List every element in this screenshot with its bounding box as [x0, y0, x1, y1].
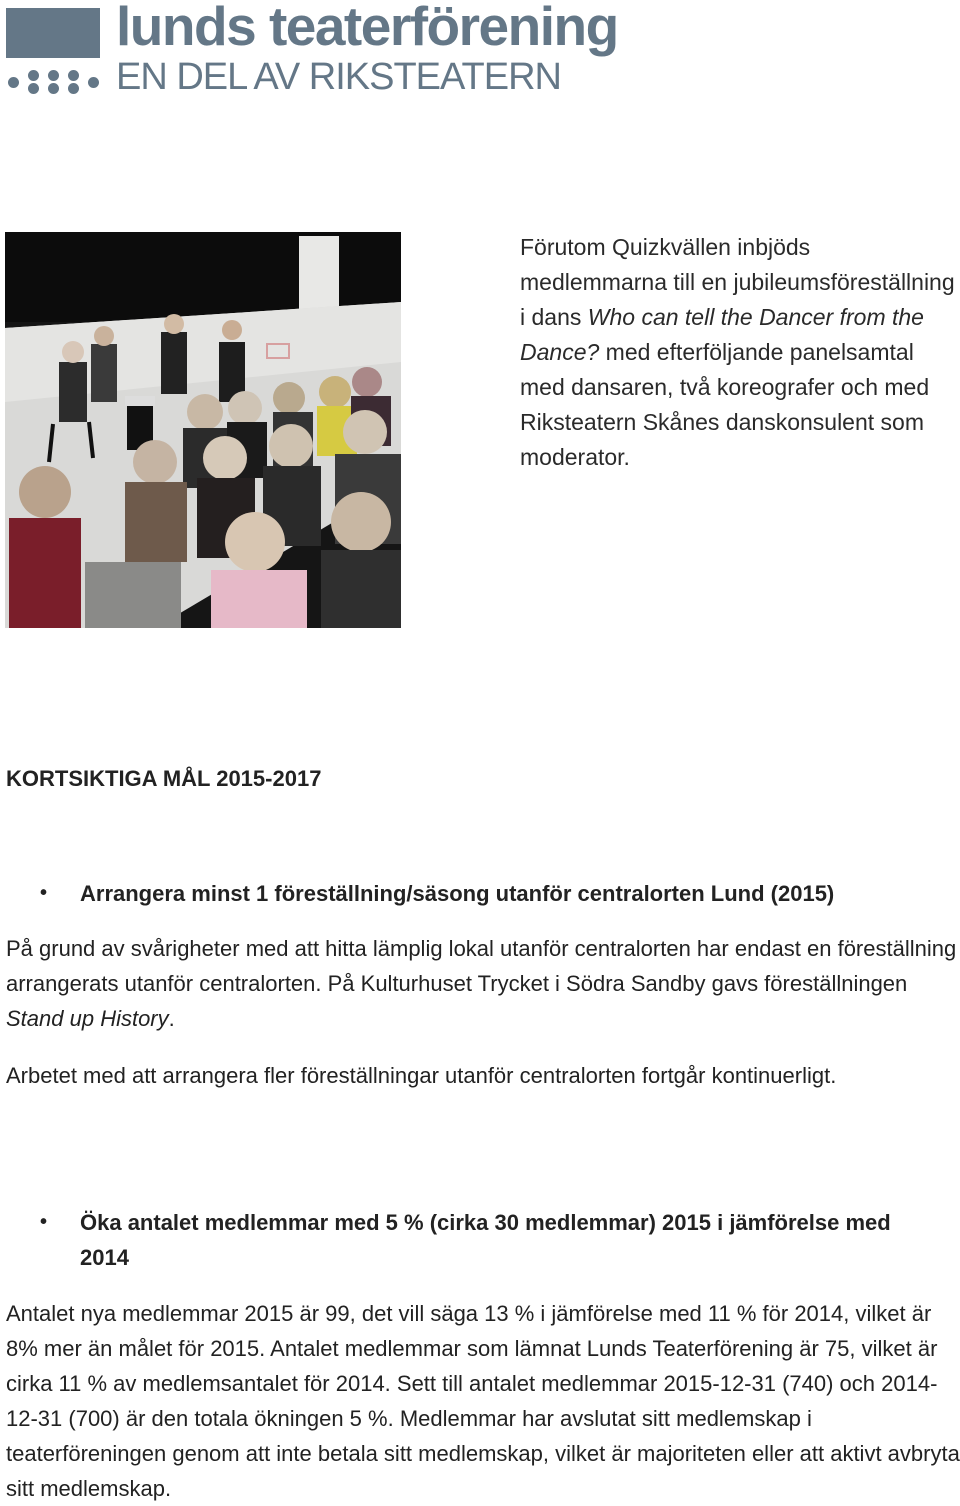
goal-paragraph	[0, 931, 960, 1036]
goal-item	[0, 1205, 960, 1506]
goal-heading	[0, 1205, 960, 1275]
goal-text: .	[168, 1006, 175, 1031]
caption-paragraph	[520, 230, 956, 475]
bullet-icon: •	[40, 1211, 48, 1233]
logo-dots	[6, 70, 106, 94]
photo-caption	[520, 230, 956, 475]
logo-mark-icon	[6, 8, 106, 94]
goal-title: Öka antalet medlemmar med 5 % (cirka 30 medlemmar) 2015 i jämförelse med 2014	[80, 1210, 891, 1270]
goal-text: På grund av svårigheter med att hitta lämplig lokal utanför centralorten har endast en föreställning arrangerats utanför centralorten. På Kulturhuset Trycket i Södra Sandby gavs föreställningen	[6, 936, 957, 996]
caption-performance-title: Who can tell the Dancer from the Dance?	[520, 304, 924, 365]
logo-subtitle: EN DEL AV RIKSTEATERN	[116, 56, 561, 98]
logo-title: lunds teaterförening	[116, 0, 618, 57]
goal-heading	[0, 876, 960, 911]
goal-item	[0, 876, 960, 1093]
bullet-icon: •	[40, 882, 48, 904]
goal-paragraph: Arbetet med att arrangera fler föreställningar utanför centralorten fortgår kontinuerligt.	[6, 1063, 837, 1088]
performance-title: Stand up History	[6, 1006, 169, 1031]
logo-block	[6, 8, 100, 58]
caption-text-part2: med efterföljande panelsamtal med dansaren, två koreografer och med Riksteatern Skånes danskonsulent som moderator.	[520, 339, 930, 470]
goal-title: Arrangera minst 1 föreställning/säsong utanför centralorten Lund (2015)	[80, 881, 835, 906]
photo-illustration	[5, 232, 401, 628]
organization-logo	[0, 0, 618, 98]
goal-paragraph: Antalet nya medlemmar 2015 är 99, det vill säga 13 % i jämförelse med 11 % för 2014, vilket är 8% mer än målet för 2015. Antalet medlemmar som lämnat Lunds Teaterförening är 75, vilket är cirka 11 % av medlemsantalet för 2014. Sett till antalet medlemmar 2015-12-31 (740) och 2014-12-31 (700) är den totala ökningen 5 %. Medlemmar har avslutat sitt medlemskap i teaterföreningen genom att inte betala sitt medlemskap, vilket är majoriteten eller att aktivt avbryta sitt medlemskap.	[6, 1301, 960, 1501]
section-heading: KORTSIKTIGA MÅL 2015-2017	[6, 766, 322, 791]
caption-text-part1: Förutom Quizkvällen inbjöds medlemmarna till en jubileumsföreställning i dans	[520, 234, 955, 330]
audience-panel-photo-icon	[5, 232, 401, 628]
